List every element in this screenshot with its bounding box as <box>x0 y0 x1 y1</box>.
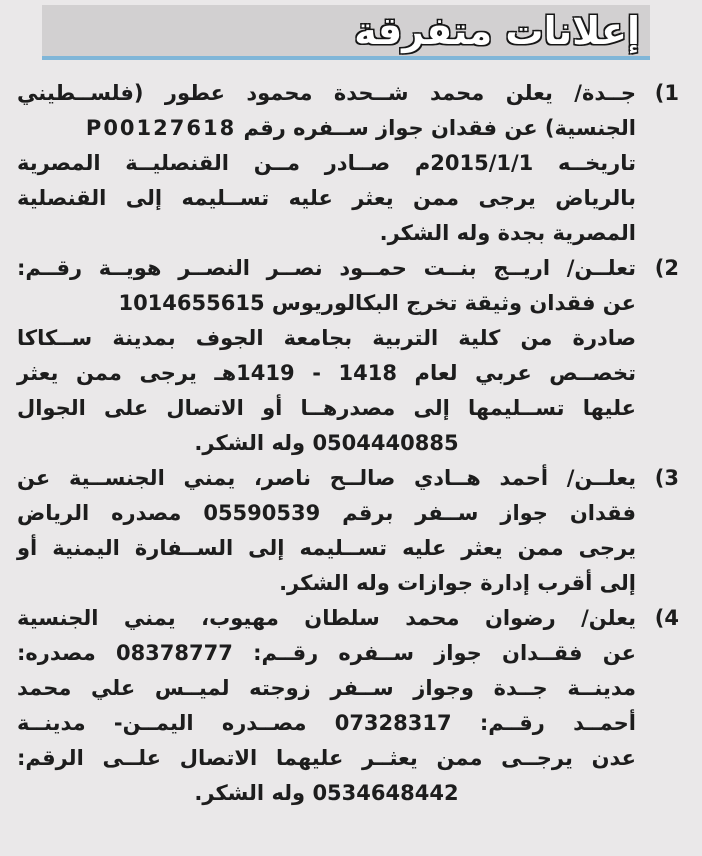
number-text: 2015/1/1 <box>430 151 534 175</box>
number-text: 05590539 <box>203 501 321 525</box>
ad-line: تعلــن/ اريــج بنــت حمــود نصــر النصــر هويــة رقــم: <box>17 256 636 280</box>
banner-title: إعلانات متفرقة <box>354 8 640 53</box>
ad-line: أحمــد رقــم: 07328317 مصــدره اليمــن- مدينــة <box>17 711 636 735</box>
announcements-banner <box>0 5 702 60</box>
ad-line: إلى أقرب إدارة جوازات وله الشكر. <box>279 571 636 595</box>
number-text: 1418 <box>338 361 397 385</box>
ad-number-marker: 3) <box>654 466 679 490</box>
ad-lines <box>17 601 636 811</box>
ad-line: فقدان جواز ســفر برقم 05590539 مصدره الرياض <box>17 501 636 525</box>
ad-line: المصرية بجدة وله الشكر. <box>379 221 636 245</box>
number-text: P00127618 <box>85 116 237 140</box>
number-text: 0504440885 <box>312 431 459 455</box>
ad-item-2 <box>17 251 681 461</box>
ad-item-1 <box>17 76 681 251</box>
ad-line: يعلــن/ أحمد هــادي صالــح ناصر، يمني الجنســية عن <box>17 466 636 490</box>
ad-line: مدينــة جــدة وجواز ســفر زوجته لميــس علي محمد <box>17 676 636 700</box>
number-text: 08378777 <box>115 641 233 665</box>
ad-line: عن فقــدان جواز ســفره رقــم: 08378777 مصدره: <box>17 641 636 665</box>
number-text: 1419 <box>236 361 295 385</box>
ad-line: عن فقدان وثيقة تخرج البكالوريوس 1014655615 <box>118 291 636 315</box>
ad-number-marker: 2) <box>654 256 679 280</box>
ad-line: 0504440885 وله الشكر. <box>194 431 459 455</box>
ad-lines <box>17 461 636 601</box>
ad-item-3 <box>17 461 681 601</box>
ad-number-marker: 4) <box>654 606 679 630</box>
number-text: 07328317 <box>334 711 452 735</box>
ad-line: يعلن/ رضوان محمد سلطان مهيوب، يمني الجنسية <box>17 606 636 630</box>
ad-number-marker: 1) <box>654 81 679 105</box>
ad-lines <box>17 76 636 251</box>
banner-background <box>42 5 650 60</box>
ads-list <box>17 76 681 811</box>
ad-item-4 <box>17 601 681 811</box>
number-text: 1014655615 <box>118 291 265 315</box>
ad-line: عليها تســليمها إلى مصدرهــا أو الاتصال على الجوال <box>17 396 636 420</box>
number-text: 0534648442 <box>312 781 459 805</box>
ad-line: الجنسية) عن فقدان جواز ســفره رقم P00127618 <box>85 116 636 140</box>
ad-line: يرجى ممن يعثر عليه تســليمه إلى الســفارة اليمنية أو <box>17 536 636 560</box>
ad-line: جــدة/ يعلن محمد شــحدة محمود عطور (فلســطيني <box>17 81 636 105</box>
ad-line: بالرياض يرجى ممن يعثر عليه تســليمه إلى القنصلية <box>17 186 636 210</box>
ad-line: تاريخــه 2015/1/1م صــادر مــن القنصليــة المصرية <box>17 151 636 175</box>
ad-line: 0534648442 وله الشكر. <box>194 781 459 805</box>
ad-line: تخصــص عربي لعام 1418 - 1419هـ يرجى ممن يعثر <box>17 361 636 385</box>
ad-lines <box>17 251 636 461</box>
ad-line: صادرة من كلية التربية بجامعة الجوف بمدينة ســكاكا <box>17 326 636 350</box>
ad-line: عدن يرجــى ممن يعثــر عليهما الاتصال علــى الرقم: <box>17 746 636 770</box>
